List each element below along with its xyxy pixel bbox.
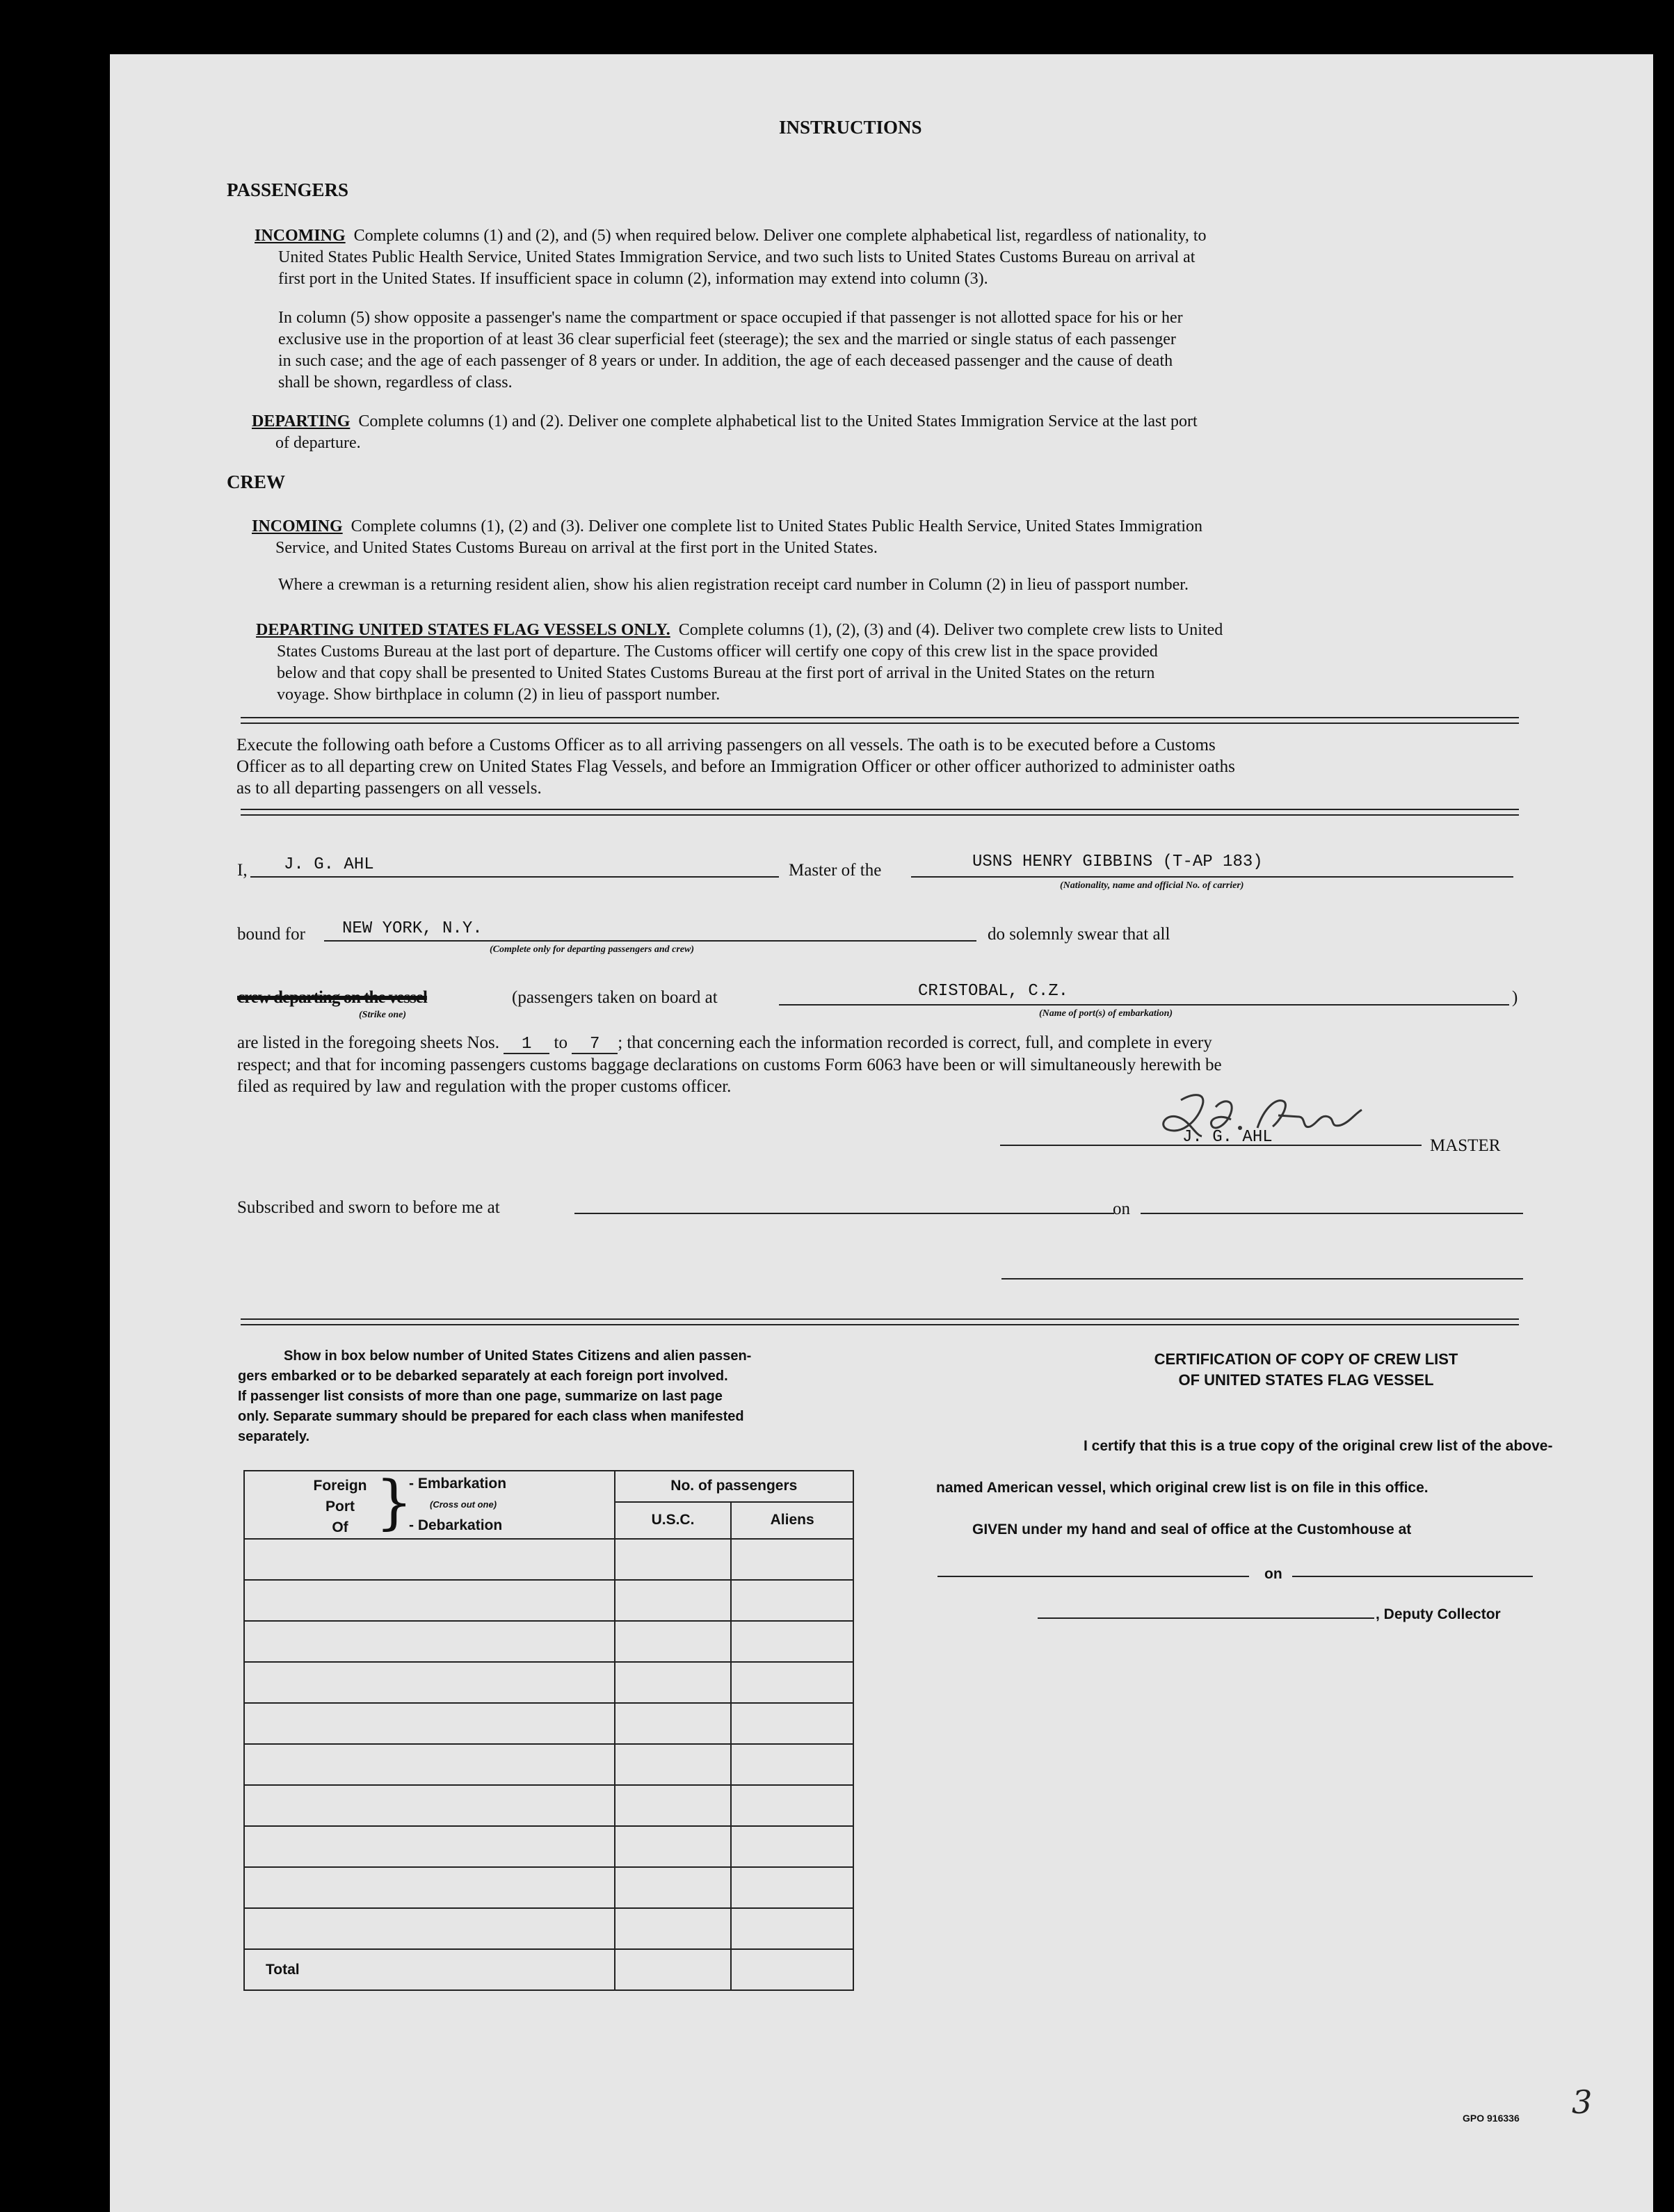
passengers-incoming-paragraph: INCOMING Complete columns (1) and (2), and (5) when required below. Deliver one complete alphabetical list, regardless of nationality, to United States Public Health Service, United States Immigration Service, and two such lists to United States Customs Bureau on arrival at first port in the United States. If insufficient space in column (2), information may extend into column (3).: [255, 227, 1207, 288]
certification-date-line: [1292, 1576, 1533, 1577]
bound-for-field: NEW YORK, N.Y.: [342, 919, 483, 938]
gpo-code: GPO 916336: [1463, 2113, 1520, 2124]
total-row: Total: [244, 1949, 853, 1990]
table-row: [244, 1621, 853, 1662]
signature-typed-name: J. G. AHL: [1182, 1128, 1273, 1147]
deputy-collector-line: [1038, 1617, 1374, 1619]
passengers-departing-paragraph: DEPARTING Complete columns (1) and (2). Deliver one complete alphabetical list to the United States Immigration Service at the last port of departure.: [252, 412, 1198, 452]
ports-summary-table: Foreign Port Of } - Embarkation (Cross out one) - Debarkation No. of passengers U.S.C. Aliens Total: [243, 1470, 854, 1991]
form-page: INSTRUCTIONS PASSENGERS INCOMING Complete columns (1) and (2), and (5) when required below. Deliver one complete alphabetical list, regardless of nationality, to United States Public Health Service, United States Immigration Service, and two such lists to United States Customs Bureau on arrival at first port in the United States. If insufficient space in column (2), information may extend into column (3). In column (5) show opposite a passenger's name the compartment or space occupied if that passenger is not allotted space for his or her exclusive use in the proportion of at least 36 clear superficial feet (steerage); the sex and the married or single status of each passenger in such case; and the age of each passenger of 8 years or under. In addition, the age of each deceased passenger and the cause of death shall be shown, regardless of class. DEPARTING Complete columns (1) and (2). Deliver one complete alphabetical list to the United States Immigration Service at the last port of departure. CREW INCOMING Complete columns (1), (2) and (3). Deliver one complete list to United States Public Health Service, United States Immigration Service, and United States Customs Bureau on arrival at the first port in the United States. Where a crewman is a returning resident alien, show his alien registration receipt card number in Column (2) in lieu of passport number. DEPARTING UNITED STATES FLAG VESSELS ONLY. Complete columns (1), (2), (3) and (4). Deliver two complete crew lists to United States Customs Bureau at the last port of departure. The Customs officer will certify one copy of this crew list in the space provided below and that copy shall be presented to United States Customs Bureau at the first port of arrival in the United States on the return voyage. Show birthplace in column (2) in lieu of passport number. Execute the following oath before a Customs Officer as to all arriving passengers on all vessels. The oath is to be executed before a Customs Officer as to all departing crew on United States Flag Vessels, and before an Immigration Officer or other officer authorized to administer oaths as to all departing passengers on all vessels. I, J. G. AHL Master of the USNS HENRY GIBBINS (T-AP 183) (Nationality, name and official No. of carrier) bound for NEW YORK, N.Y. (Complete only for departing passengers and crew) do solemnly swear that all crew departing on the vessel (Strike one) (passengers taken on board at CRISTOBAL, C.Z. (Name of port(s) of embarkation) ) are listed in the foregoing sheets Nos. 1 to 7 ; that concerning each the information recorded is correct, full, and complete in every respect; and that for incoming passengers customs baggage declarations on customs Form 6063 have been or will simultaneously herewith be filed as required by law and regulation with the proper customs officer. J. G. AHL MASTER Subscribed and sworn to before me at on Show in box below number of United States Citizens and alien passen- gers embarked or to be debarked separately at each foreign port involved. If passenger list consists of more than one page, summarize on last page only. Separate summary should be prepared for each class when manifested separately. Foreign Port Of } - Embarkation (Cross out one) - Debarkation No. of passengers U.S.C. Aliens Total CERTIFICATION OF COPY OF CREW LIST OF UNITED STATES FLAG VESSEL I certify that this is a true copy of the original crew list of the above- named American vessel, which original crew list is on file in this office. GIVEN under my hand and seal of office at the Customhouse at on , Deputy Collector GPO 916336 3: [110, 54, 1653, 2212]
page-title: INSTRUCTIONS: [779, 117, 922, 138]
customhouse-line: [937, 1576, 1249, 1577]
divider: [241, 1318, 1519, 1325]
sheet-from-field: 1: [504, 1036, 549, 1054]
divider: [241, 809, 1519, 816]
vessel-field: USNS HENRY GIBBINS (T-AP 183): [972, 853, 1263, 871]
brace-icon: }: [376, 1468, 413, 1536]
table-row: [244, 1744, 853, 1785]
vessel-line: [911, 876, 1513, 878]
incoming-label: INCOMING: [255, 227, 346, 245]
summary-instructions: Show in box below number of United States Citizens and alien passen- gers embarked or to be debarked separately at each foreign port involved. If passenger list consists of more than one page, summarize on last page only. Separate summary should be prepared for each class when manifested separately.: [238, 1348, 752, 1444]
table-row: [244, 1826, 853, 1867]
table-row: [244, 1867, 853, 1908]
departing-label: DEPARTING: [252, 412, 351, 430]
port-line: [779, 1004, 1509, 1006]
table-row: [244, 1785, 853, 1826]
crew-incoming-paragraph: INCOMING Complete columns (1), (2) and (3). Deliver one complete list to United States Public Health Service, United States Immigration Service, and United States Customs Bureau on arrival at the first port in the United States.: [252, 517, 1203, 557]
divider: [241, 717, 1519, 724]
crew-departing-paragraph: DEPARTING UNITED STATES FLAG VESSELS ONLY. Complete columns (1), (2), (3) and (4). Deliver two complete crew lists to United States Customs Bureau at the last port of departure. The Customs officer will certify one copy of this crew list in the space provided below and that copy shall be presented to United States Customs Bureau at the first port of arrival in the United States on the return voyage. Show birthplace in column (2) in lieu of passport number.: [256, 621, 1223, 704]
alien-crew-note: Where a crewman is a returning resident alien, show his alien registration receipt card number in Column (2) in lieu of passport number.: [278, 576, 1189, 594]
struck-crew-option: crew departing on the vessel: [237, 988, 427, 1007]
master-name-line: [250, 876, 779, 878]
table-row: [244, 1662, 853, 1703]
column5-paragraph: In column (5) show opposite a passenger's name the compartment or space occupied if that passenger is not allotted space for his or her exclusive use in the proportion of at least 36 clear superficial feet (steerage); the sex and the married or single status of each passenger in such case; and the age of each passenger of 8 years or under. In addition, the age of each deceased passenger and the cause of death shall be shown, regardless of class.: [278, 309, 1183, 391]
sworn-date-line: [1141, 1213, 1523, 1214]
table-row: [244, 1580, 853, 1621]
sheets-statement: are listed in the foregoing sheets Nos. 1 to 7 ; that concerning each the information recorded is correct, full, and complete in every respect; and that for incoming passengers customs baggage declarations on customs Form 6063 have been or will simultaneously herewith be filed as required by law and regulation with the proper customs officer.: [237, 1033, 1222, 1096]
port-field: CRISTOBAL, C.Z.: [918, 982, 1069, 1001]
passengers-heading: PASSENGERS: [227, 179, 349, 200]
master-name-field: J. G. AHL: [284, 855, 374, 874]
bound-for-line: [324, 940, 976, 942]
sheet-to-field: 7: [572, 1036, 618, 1054]
sworn-place-line: [574, 1213, 1114, 1214]
certification-title: CERTIFICATION OF COPY OF CREW LIST OF UNITED STATES FLAG VESSEL: [1154, 1350, 1458, 1389]
table-row: [244, 1908, 853, 1949]
table-row: [244, 1539, 853, 1580]
port-header-cell: Foreign Port Of } - Embarkation (Cross out one) - Debarkation: [244, 1471, 615, 1539]
oath-instructions: Execute the following oath before a Customs Officer as to all arriving passengers on all vessels. The oath is to be executed before a Customs Officer as to all departing crew on United States Flag Vessels, and before an Immigration Officer or other officer authorized to administer oaths as to all departing passengers on all vessels.: [236, 736, 1235, 798]
crew-heading: CREW: [227, 471, 286, 492]
officer-signature-line: [1001, 1278, 1523, 1279]
page-number-mark: 3: [1572, 2083, 1593, 2121]
table-row: [244, 1703, 853, 1744]
